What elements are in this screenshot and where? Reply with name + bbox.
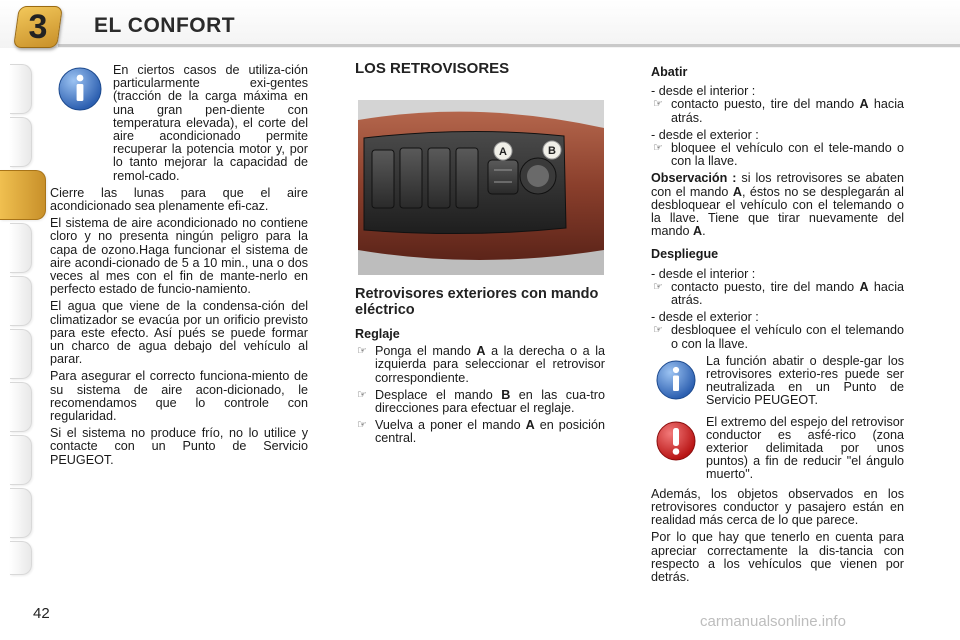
list-item: ☞ contacto puesto, tire del mando A hacia atrás. [653,279,904,308]
watermark: carmanualsonline.info [700,613,846,630]
despliegue-heading: Despliegue [651,247,719,262]
mirrors-instructions [355,286,605,450]
door-switch-photo [358,100,604,275]
chapter-tabs [0,62,40,577]
paragraph-ozone: El sistema de aire acondicionado no contiene cloro y no presenta ningún peligro para la capa de ozono.Haga funcionar el sistema de aire acondi-cionado de 5 a 10 min., una o dos veces al mes con el fin de mante-nerlo en perfecto estado de funcio-namiento. [50,216,308,297]
column-mirrors [355,62,605,75]
pointing-hand-icon: ☞ [357,419,367,432]
pointing-hand-icon: ☞ [357,345,367,358]
info-note-text: La función abatir o desple-gar los retrovisores exterio-res puede ser neutralizada en un Punto de Servicio PEUGEOT. [706,353,904,408]
reglaje-heading: Reglaje [355,327,400,341]
info-icon [655,359,697,401]
abatir-interior: - desde el interior : [651,84,756,99]
list-item: ☞ desbloquee el vehículo con el telemando o con la llave. [653,323,904,351]
chapter-tab-7[interactable] [10,382,32,432]
chapter-title: EL CONFORT [94,14,236,37]
paragraph-traction: En ciertos casos de utiliza-ción particularmente exi-gentes (tracción de la carga máxima en una gran pen-diente con temperatura elevada), el corte del aire acondicionado permite recuperar la potencia motor y, por lo tanto mejorar la capacidad de remol-cado. [113,63,308,183]
paragraph-maintenance: Para asegurar el correcto funciona-miento de su sistema de aire acon-dicionado, le recomendamos que lo controle con regularidad. [50,369,308,424]
paragraph-close-windows: Cierre las lunas para que el aire acondicionado sea plenamente efi-caz. [50,185,308,214]
warning-icon [655,420,697,462]
chapter-tab-5[interactable] [10,276,32,326]
label-b: B [548,145,556,157]
pointing-hand-icon: ☞ [653,324,663,337]
page-number: 42 [33,605,50,622]
paragraph-intro-part [113,64,308,183]
pointing-hand-icon: ☞ [653,98,663,111]
chapter-tab-1[interactable] [10,64,32,114]
label-a: A [499,146,507,158]
observation-paragraph: Observación : si los retrovisores se abaten con el mando A, éstos no se desplegarán al desbloquear el vehículo con el telemando o la llave. Tiene que tirar nuevamente del mando A. [651,171,904,239]
despliegue-interior: - desde el interior : [651,266,756,281]
pointing-hand-icon: ☞ [653,280,663,293]
chapter-tab-8[interactable] [10,435,32,485]
pointing-hand-icon: ☞ [357,388,367,401]
paragraph-no-cold: Si el sistema no produce frío, no lo utilice y contacte con un Punto de Servicio PEUGEOT. [50,426,308,467]
list-item: ☞ Desplace el mando B en las cua-tro direcciones para efectuar el reglaje. [357,387,605,416]
paragraph-condensation: El agua que viene de la condensa-ción del climatizador se evacúa por un orificio previsto para este efecto. Así pués se puede formar un charco de agua debajo del vehículo al parar. [50,299,308,367]
abatir-exterior: - desde el exterior : [651,127,759,142]
chapter-tab-9[interactable] [10,488,32,538]
list-item: ☞ contacto puesto, tire del mando A hacia atrás. [653,97,904,125]
chapter-tab-3-active[interactable] [0,170,46,220]
subsection-title: Retrovisores exteriores con mando eléctrico [355,286,599,318]
section-title: LOS RETROVISORES [355,60,510,77]
chapter-tab-2[interactable] [10,117,32,167]
pointing-hand-icon: ☞ [653,142,663,155]
chapter-tab-4[interactable] [10,223,32,273]
paragraph-closer: Además, los objetos observados en los retrovisores conductor y pasajero están en realidad más cerca de lo que parece. [651,486,904,528]
chapter-tab-6[interactable] [10,329,32,379]
list-item: ☞ bloquee el vehículo con el tele-mando o con la llave. [653,141,904,169]
list-item: ☞ Vuelva a poner el mando A en posición central. [357,418,605,446]
chapter-number: 3 [28,8,48,46]
column-air-conditioning [50,64,308,471]
header-rule [58,44,960,47]
paragraph-distance: Por lo que hay que tenerlo en cuenta para apreciar correctamente la dis-tancia con respecto a los vehículos que vienen por detrás. [651,530,904,584]
abatir-heading: Abatir [651,65,688,79]
warning-note-text: El extremo del espejo del retrovisor conductor es asfé-rico (zona exterior delimitada por unos puntos) a fin de reducir "el ángulo muerto". [706,414,904,482]
despliegue-exterior: - desde el exterior : [651,310,759,325]
info-note [651,355,904,408]
list-item: ☞ Ponga el mando A a la derecha o a la izquierda para seleccionar el retrovisor correspondiente. [357,344,605,385]
warning-note [651,416,904,482]
door-panel-illustration [358,100,604,275]
column-fold [651,62,904,588]
chapter-tab-10[interactable] [10,541,32,575]
